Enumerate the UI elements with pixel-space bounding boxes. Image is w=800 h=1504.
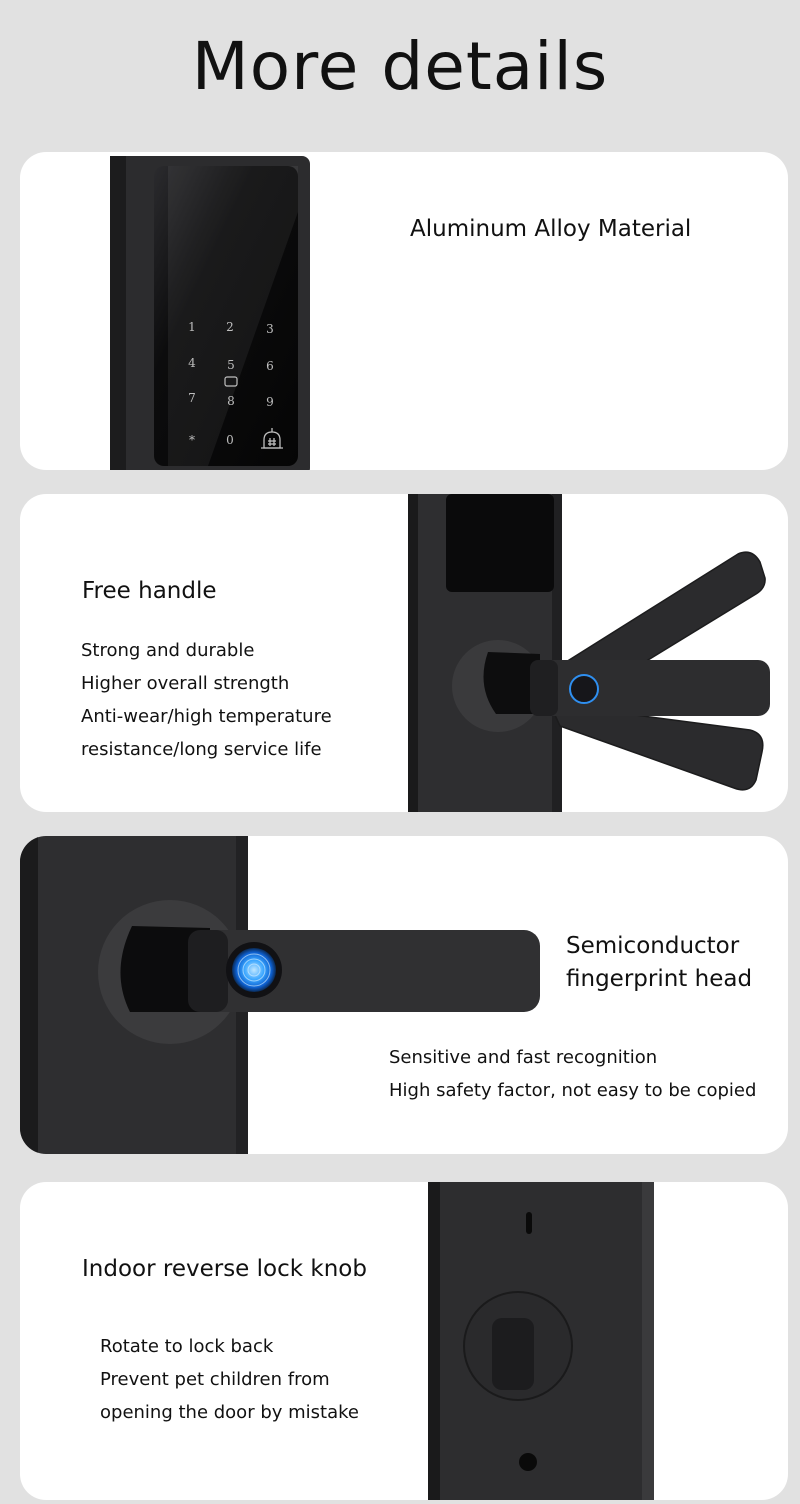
feature-line: Sensitive and fast recognition xyxy=(389,1047,658,1068)
key-7: 7 xyxy=(188,391,196,405)
key-8: 8 xyxy=(227,394,235,408)
feature-line: Strong and durable xyxy=(81,640,255,661)
page-title: More details xyxy=(191,28,609,105)
fingerprint-sensor-icon xyxy=(232,948,276,992)
detail-card-handle xyxy=(20,494,788,812)
feature-line: Anti-wear/high temperature xyxy=(81,706,332,727)
section-heading: Indoor reverse lock knob xyxy=(82,1256,367,1282)
feature-line: Prevent pet children from xyxy=(100,1369,330,1390)
fingerprint-sensor-icon xyxy=(570,675,598,703)
feature-line: resistance/long service life xyxy=(81,739,322,760)
lock-knob-image xyxy=(420,1182,680,1500)
feature-list xyxy=(389,1041,756,1107)
feature-line: opening the door by mistake xyxy=(100,1402,359,1423)
feature-line: Higher overall strength xyxy=(81,673,290,694)
detail-card-fingerprint xyxy=(20,836,788,1154)
key-star: * xyxy=(189,433,195,447)
section-heading: Semiconductor fingerprint head xyxy=(566,933,753,992)
section-heading: Aluminum Alloy Material xyxy=(410,216,692,242)
key-6: 6 xyxy=(266,359,274,373)
key-9: 9 xyxy=(266,395,274,409)
section-heading: Free handle xyxy=(82,578,217,604)
key-0: 0 xyxy=(226,433,234,447)
key-2: 2 xyxy=(226,320,234,334)
keypad-lock-image xyxy=(108,152,322,470)
lock-knob xyxy=(492,1318,534,1390)
feature-line: High safety factor, not easy to be copied xyxy=(389,1080,757,1101)
key-5: 5 xyxy=(227,358,235,372)
feature-line: Rotate to lock back xyxy=(100,1336,274,1357)
key-4: 4 xyxy=(188,356,196,370)
detail-card-knob xyxy=(20,1182,788,1500)
detail-card-material xyxy=(20,152,788,470)
feature-list xyxy=(100,1330,359,1429)
key-1: 1 xyxy=(188,320,196,334)
handle-image xyxy=(400,494,788,812)
feature-list xyxy=(81,634,332,766)
key-3: 3 xyxy=(266,322,274,336)
